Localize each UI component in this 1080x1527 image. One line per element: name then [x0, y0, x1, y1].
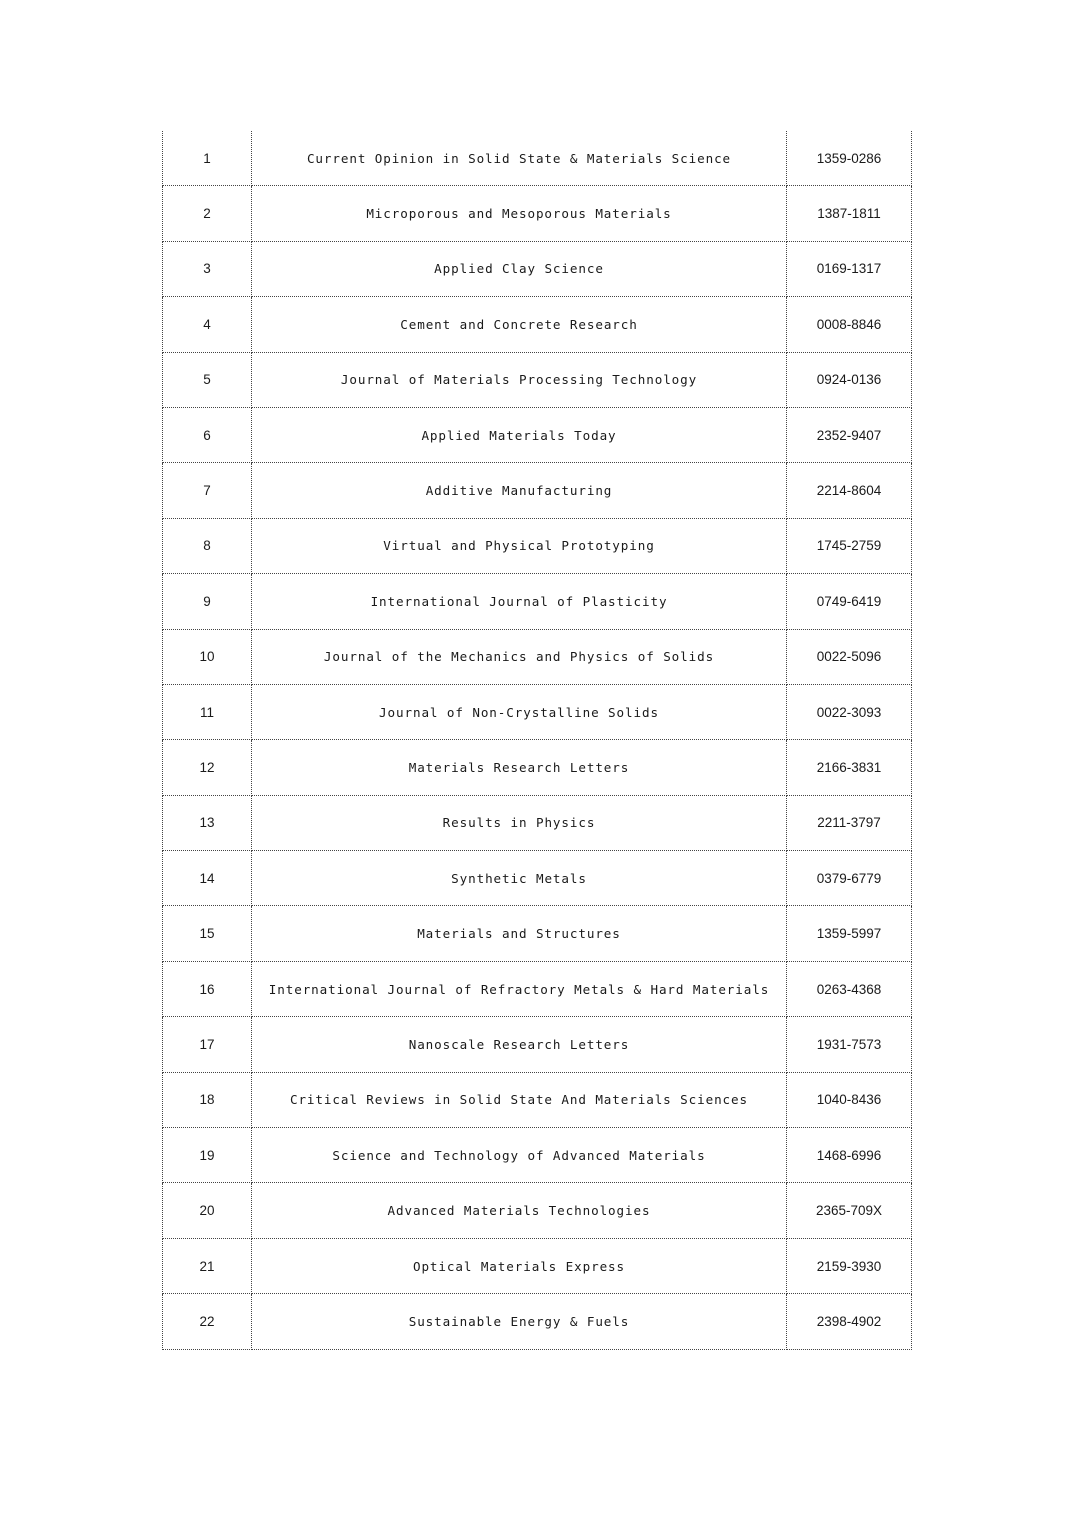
journal-title: Virtual and Physical Prototyping	[252, 518, 787, 573]
journal-issn: 1468-6996	[787, 1128, 912, 1183]
journal-issn: 1387-1811	[787, 186, 912, 241]
table-row	[163, 1072, 912, 1127]
journal-title: Science and Technology of Advanced Materials	[252, 1128, 787, 1183]
journal-title: Current Opinion in Solid State & Materials Science	[252, 131, 787, 186]
journal-title: Advanced Materials Technologies	[252, 1183, 787, 1238]
table-row	[163, 574, 912, 629]
row-number: 8	[163, 518, 252, 573]
journal-issn: 0749-6419	[787, 574, 912, 629]
journal-issn: 1931-7573	[787, 1017, 912, 1072]
row-number: 4	[163, 297, 252, 352]
journal-title: Applied Materials Today	[252, 407, 787, 462]
journal-title: Journal of Non-Crystalline Solids	[252, 684, 787, 739]
table-row	[163, 906, 912, 961]
journal-issn: 0008-8846	[787, 297, 912, 352]
table-row	[163, 629, 912, 684]
journal-title: Synthetic Metals	[252, 851, 787, 906]
journal-title: International Journal of Refractory Metals & Hard Materials	[252, 961, 787, 1016]
table-row	[163, 851, 912, 906]
table-row	[163, 1294, 912, 1349]
journal-issn: 0022-5096	[787, 629, 912, 684]
row-number: 21	[163, 1238, 252, 1293]
table-row	[163, 131, 912, 186]
journal-title: Additive Manufacturing	[252, 463, 787, 518]
journal-issn: 2398-4902	[787, 1294, 912, 1349]
row-number: 2	[163, 186, 252, 241]
row-number: 6	[163, 407, 252, 462]
row-number: 20	[163, 1183, 252, 1238]
table-row	[163, 1128, 912, 1183]
journal-issn: 1040-8436	[787, 1072, 912, 1127]
row-number: 16	[163, 961, 252, 1016]
journal-issn: 1359-5997	[787, 906, 912, 961]
row-number: 17	[163, 1017, 252, 1072]
row-number: 12	[163, 740, 252, 795]
row-number: 10	[163, 629, 252, 684]
journal-issn: 1745-2759	[787, 518, 912, 573]
row-number: 9	[163, 574, 252, 629]
row-number: 22	[163, 1294, 252, 1349]
row-number: 3	[163, 241, 252, 296]
journal-title: Critical Reviews in Solid State And Materials Sciences	[252, 1072, 787, 1127]
journal-issn: 2166-3831	[787, 740, 912, 795]
journal-issn: 2365-709X	[787, 1183, 912, 1238]
journal-title: Sustainable Energy & Fuels	[252, 1294, 787, 1349]
journal-title: Journal of the Mechanics and Physics of Solids	[252, 629, 787, 684]
table-row	[163, 740, 912, 795]
row-number: 5	[163, 352, 252, 407]
row-number: 11	[163, 684, 252, 739]
table-row	[163, 795, 912, 850]
journal-title: International Journal of Plasticity	[252, 574, 787, 629]
journal-issn: 2352-9407	[787, 407, 912, 462]
table-row	[163, 463, 912, 518]
journal-issn: 0379-6779	[787, 851, 912, 906]
row-number: 18	[163, 1072, 252, 1127]
table-row	[163, 407, 912, 462]
journal-title: Optical Materials Express	[252, 1238, 787, 1293]
table-row	[163, 1017, 912, 1072]
table-row	[163, 241, 912, 296]
table-row	[163, 352, 912, 407]
table-row	[163, 1183, 912, 1238]
journal-title: Applied Clay Science	[252, 241, 787, 296]
table-row	[163, 684, 912, 739]
journal-title: Journal of Materials Processing Technology	[252, 352, 787, 407]
journal-title: Nanoscale Research Letters	[252, 1017, 787, 1072]
journal-issn: 1359-0286	[787, 131, 912, 186]
journal-title: Cement and Concrete Research	[252, 297, 787, 352]
table-row	[163, 1238, 912, 1293]
row-number: 7	[163, 463, 252, 518]
journal-issn: 0169-1317	[787, 241, 912, 296]
journal-issn: 2214-8604	[787, 463, 912, 518]
journal-title: Results in Physics	[252, 795, 787, 850]
table-row	[163, 961, 912, 1016]
row-number: 1	[163, 131, 252, 186]
row-number: 15	[163, 906, 252, 961]
journal-issn: 0924-0136	[787, 352, 912, 407]
journal-issn: 0022-3093	[787, 684, 912, 739]
journal-issn: 0263-4368	[787, 961, 912, 1016]
journal-table	[162, 131, 912, 1350]
journal-title: Materials and Structures	[252, 906, 787, 961]
table-row	[163, 518, 912, 573]
table-row	[163, 297, 912, 352]
row-number: 19	[163, 1128, 252, 1183]
journal-issn: 2159-3930	[787, 1238, 912, 1293]
table-row	[163, 186, 912, 241]
journal-title: Materials Research Letters	[252, 740, 787, 795]
row-number: 13	[163, 795, 252, 850]
row-number: 14	[163, 851, 252, 906]
journal-issn: 2211-3797	[787, 795, 912, 850]
journal-title: Microporous and Mesoporous Materials	[252, 186, 787, 241]
